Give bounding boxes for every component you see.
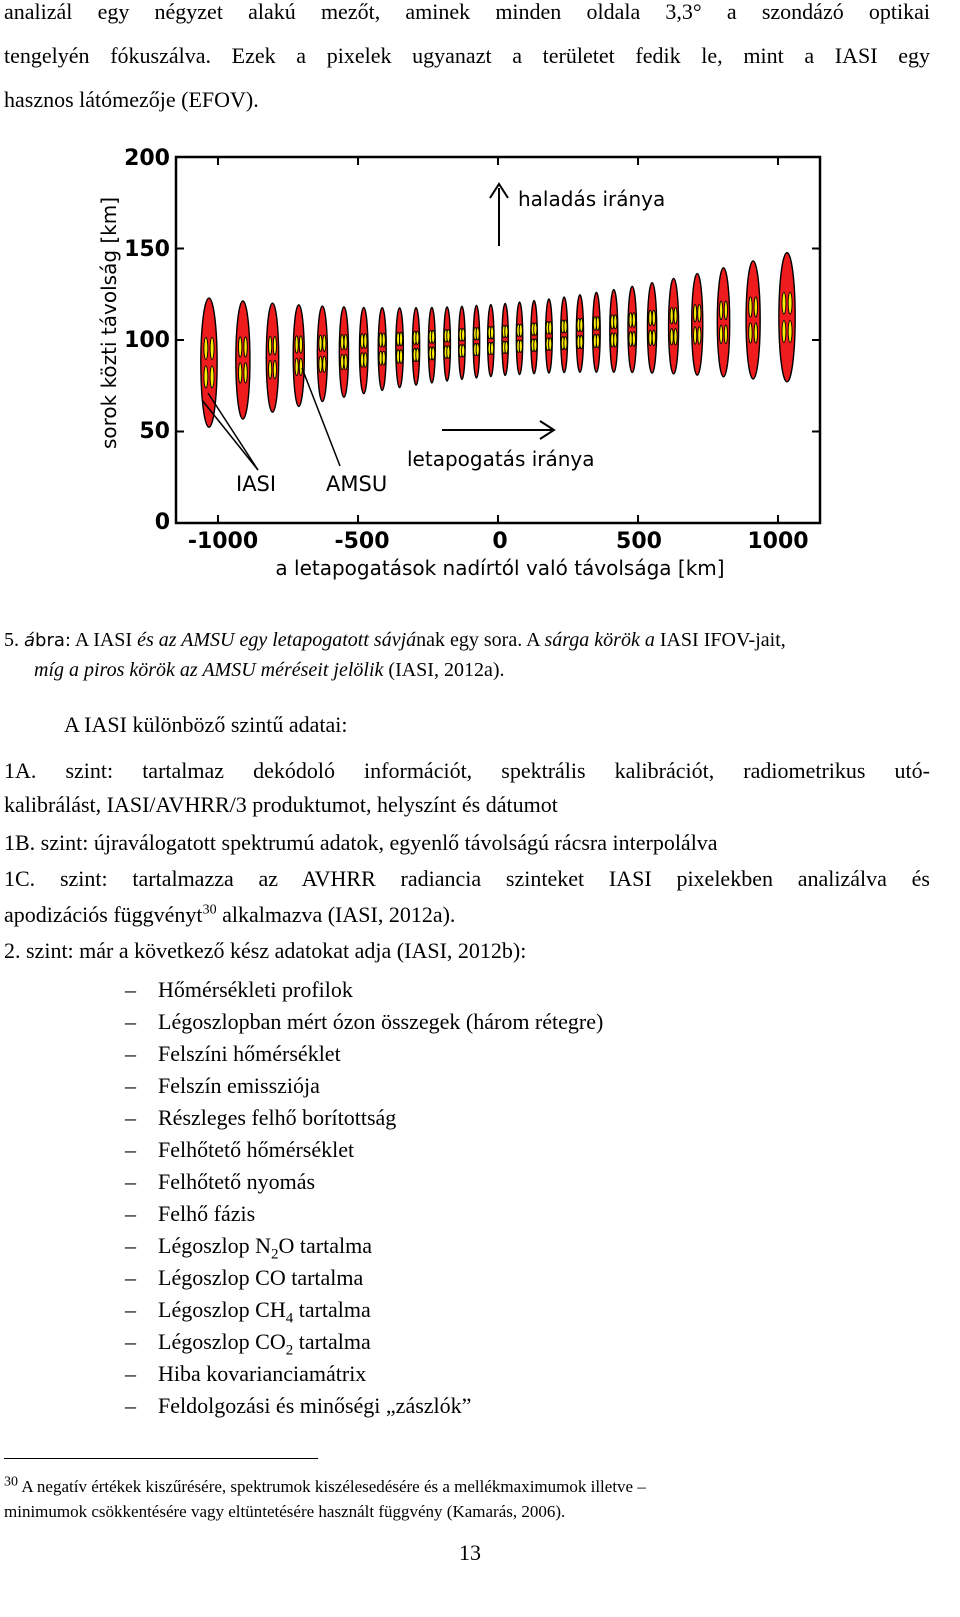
figure-caption-line-1: 5. ábra: A IASI és az AMSU egy letapogatott sávjának egy sora. A sárga körök a IASI IFOV-jait, (4, 629, 786, 651)
iasi-ifov (204, 337, 208, 359)
iasi-ifov (749, 323, 752, 343)
amsu-footprint (717, 268, 729, 377)
amsu-footprint-ellipse (546, 299, 553, 373)
iasi-ifov (476, 328, 479, 340)
amsu-footprint (444, 307, 451, 381)
amsu-footprint (266, 303, 278, 412)
list-dash: – (125, 1233, 136, 1258)
iasi-ifov (754, 297, 757, 317)
list-dash: – (125, 1041, 136, 1066)
iasi-ifov (629, 313, 632, 328)
amsu-footprint (546, 299, 553, 373)
list-item (125, 974, 603, 1006)
footnote: $^{30}$ A negatív értékek kiszűrésére, spektrumok kiszélesedésére és a mellékmaximumok illetve – minimumok csökkentésére vagy eltüntetésére használt függvény (Kamarás, 2006). (4, 1474, 646, 1521)
list-item-text: Hőmérsékleti profilok (158, 977, 353, 1002)
footnote-separator (4, 1458, 318, 1459)
iasi-ifov (670, 308, 673, 324)
amsu-footprint-ellipse (593, 292, 601, 372)
iasi-ifov (649, 310, 652, 325)
amsu-footprint-ellipse (647, 283, 656, 373)
iasi-ifov (210, 337, 214, 359)
iasi-ifov (580, 336, 583, 349)
list-dash: – (125, 1169, 136, 1194)
iasi-ifov (788, 321, 792, 343)
iasi-ifov (519, 324, 522, 336)
list-item-text: Feldolgozási és minőségi „zászlók” (158, 1393, 472, 1418)
list-item-text: Légoszlop $CH_4$ tartalma (158, 1297, 371, 1327)
iasi-ifov (319, 335, 322, 351)
list-dash: – (125, 1073, 136, 1098)
iasi-ifov (652, 310, 655, 325)
iasi-ifov (361, 353, 364, 368)
amsu-footprint-ellipse (396, 308, 404, 388)
y-axis-label: sorok közti távolság [km] (97, 196, 121, 450)
list-item (125, 1262, 603, 1294)
amsu-footprint (593, 292, 601, 372)
amsu-footprint (378, 308, 386, 391)
iasi-ifov (580, 318, 583, 331)
amsu-footprint-ellipse (628, 286, 637, 372)
amsu-footprint-ellipse (717, 268, 729, 377)
ytick-label: 0 (154, 510, 170, 535)
list-item (125, 1230, 603, 1262)
amsu-footprint (339, 307, 348, 397)
figure-caption-line-2: míg a piros körök az AMSU méréseit jelölik (IASI, 2012a). (34, 659, 505, 681)
scan-direction-label: letapogatás iránya (407, 447, 595, 471)
amsu-footprint-ellipse (669, 278, 679, 373)
amsu-footprint (396, 308, 404, 388)
iasi-ifov (244, 337, 247, 357)
amsu-footprint (473, 305, 479, 377)
amsu-footprint-ellipse (444, 307, 451, 381)
xtick-label: 1000 (747, 529, 809, 554)
list-dash: – (125, 1265, 136, 1290)
amsu-footprint (647, 283, 656, 373)
amsu-footprint-ellipse (746, 261, 760, 379)
iasi-ifov (299, 358, 302, 375)
iasi-ifov (549, 322, 552, 335)
amsu-footprint-ellipse (412, 308, 419, 385)
intro-line-3: hasznos látómezője (EFOV). (4, 87, 259, 112)
list-item (125, 1070, 603, 1102)
list-item (125, 1038, 603, 1070)
amsu-footprint-ellipse (779, 253, 795, 382)
amsu-footprint-ellipse (488, 305, 494, 377)
iasi-ifov (416, 348, 419, 361)
iasi-ifov (596, 317, 599, 331)
intro-line-2: tengelyén fókuszálva. Ezek a pixelek ugyanazt a területet fedik le, mint a IASI egy (4, 43, 930, 68)
level-1c-line-1: 1C. szint: tartalmazza az AVHRR radiancia szinteket IASI pixelekben analizálva és (4, 866, 930, 891)
iasi-ifov (204, 366, 208, 388)
amsu-footprint (561, 297, 568, 373)
iasi-ifov (614, 333, 617, 347)
level-1c-line-2: apodizációs függvényt$^{30}$ alkalmazva (IASI, 2012a). (4, 902, 456, 927)
iasi-ifov (649, 330, 652, 345)
flight-direction-label: haladás iránya (518, 187, 666, 211)
iasi-ifov (416, 331, 419, 344)
level-1a-line-1: 1A. szint: tartalmaz dekódoló információt, spektrális kalibrációt, radiometrikus utó- (4, 758, 930, 783)
amsu-footprint (576, 295, 583, 372)
iasi-ifov (323, 335, 326, 351)
iasi-ifov (652, 330, 655, 345)
iasi-ifov (432, 330, 435, 343)
iasi-ifov (564, 320, 567, 333)
iasi-ifov (505, 325, 508, 337)
amsu-footprint-ellipse (459, 306, 466, 379)
x-axis-label: a letapogatások nadírtól való távolsága [km] (275, 556, 725, 580)
amsu-footprint-ellipse (516, 302, 522, 374)
iasi-ifov (239, 337, 242, 357)
iasi-ifov (534, 339, 537, 351)
iasi-ifov (364, 334, 367, 349)
iasi-ifov (299, 336, 302, 353)
amsu-footprint-ellipse (378, 308, 386, 391)
iasi-ifov (720, 325, 723, 344)
list-dash: – (125, 1361, 136, 1386)
iasi-ifov (596, 334, 599, 348)
list-item (125, 1358, 603, 1390)
intro-line-1: analizál egy négyzet alakú mezőt, aminek minden oldala 3,3° a szondázó optikai (4, 0, 930, 24)
amsu-footprint-ellipse (531, 301, 538, 374)
list-dash: – (125, 1297, 136, 1322)
iasi-ifov (724, 325, 727, 344)
xtick-label: -500 (334, 529, 390, 554)
iasi-ifov (674, 308, 677, 324)
iasi-ifov (269, 336, 272, 355)
list-dash: – (125, 1393, 136, 1418)
amsu-footprint (779, 253, 795, 382)
amsu-footprint (628, 286, 637, 372)
iasi-ifov (749, 297, 752, 317)
iasi-ifov (724, 301, 727, 320)
amsu-footprint (531, 301, 538, 374)
iasi-ifov (632, 332, 635, 347)
iasi-ifov (462, 329, 465, 341)
amsu-footprint (317, 306, 327, 401)
list-item (125, 1134, 603, 1166)
amsu-footprint-ellipse (236, 301, 250, 419)
iasi-label: IASI (236, 472, 277, 496)
footprints (201, 253, 795, 427)
iasi-ifov (273, 336, 276, 355)
xtick-label: -1000 (187, 529, 259, 554)
ytick-label: 50 (139, 419, 170, 444)
amsu-footprint (610, 290, 618, 373)
amsu-footprint-ellipse (359, 307, 368, 393)
iasi-ifov (295, 336, 298, 353)
footnote-ref: 30 (202, 902, 217, 918)
flight-direction-arrow (490, 184, 665, 246)
amsu-footprint (746, 261, 760, 379)
iasi-ifov (382, 351, 385, 365)
amsu-footprint-ellipse (692, 274, 703, 376)
list-dash: – (125, 1329, 136, 1354)
iasi-ifov (694, 305, 697, 322)
list-dash: – (125, 1137, 136, 1162)
list-item (125, 1390, 603, 1422)
list-item-text: Felhőtető nyomás (158, 1169, 316, 1194)
list-item-text: Felszíni hőmérséklet (158, 1041, 341, 1066)
iasi-ifov (244, 363, 247, 383)
amsu-footprint (359, 307, 368, 393)
ytick-label: 100 (124, 328, 170, 353)
iasi-ifov (432, 347, 435, 360)
list-item-text: Hiba kovarianciamátrix (158, 1361, 367, 1386)
amsu-label: AMSU (326, 472, 388, 496)
iasi-ifov (698, 327, 701, 344)
amsu-footprint-ellipse (473, 305, 479, 377)
iasi-ifov (239, 363, 242, 383)
list-item (125, 1006, 603, 1038)
level-1b: 1B. szint: újraválogatott spektrumú adatok, egyenlő távolságú rácsra interpolálva (4, 830, 718, 855)
iasi-ifov (720, 301, 723, 320)
amsu-footprint-ellipse (576, 295, 583, 372)
iasi-ifov (447, 346, 450, 359)
iasi-ifov (344, 334, 347, 349)
iasi-ifov (505, 341, 508, 353)
iasi-ifov (519, 340, 522, 352)
list-dash: – (125, 1105, 136, 1130)
iasi-ifov (534, 323, 537, 335)
list-item-text: Légoszlop CO tartalma (158, 1265, 364, 1290)
iasi-ifov (782, 292, 786, 314)
iasi-ifov (670, 329, 673, 345)
iasi-ifov (361, 334, 364, 349)
iasi-ifov (490, 342, 493, 354)
iasi-ifov (273, 360, 276, 379)
iasi-ifov (782, 321, 786, 343)
xtick-labels (188, 529, 809, 554)
iasi-ifov (629, 332, 632, 347)
list-dash: – (125, 977, 136, 1002)
list-item (125, 1102, 603, 1134)
iasi-ifov (399, 350, 402, 364)
iasi-ifov (564, 337, 567, 350)
iasi-ifov (210, 366, 214, 388)
list-item-text: Légoszlop $CO_2$ tartalma (158, 1329, 371, 1359)
amsu-footprint (236, 301, 250, 419)
amsu-footprint-ellipse (293, 305, 304, 407)
iasi-ifov (341, 354, 344, 369)
iasi-ifov (399, 332, 402, 346)
iasi-ifov (447, 330, 450, 343)
level-2-product-list (125, 974, 603, 1422)
iasi-ifov (698, 305, 701, 322)
iasi-amsu-scan-diagram (90, 138, 809, 608)
amsu-footprint (692, 274, 703, 376)
amsu-footprint (516, 302, 522, 374)
amsu-footprint-ellipse (339, 307, 348, 397)
iasi-ifov (632, 313, 635, 328)
iasi-ifov (382, 333, 385, 347)
amsu-footprint (459, 306, 466, 379)
scan-direction-arrow (407, 421, 595, 471)
ytick-labels (124, 146, 170, 535)
iasi-ifov (549, 338, 552, 351)
list-dash: – (125, 1201, 136, 1226)
list-item (125, 1198, 603, 1230)
iasi-ifov (341, 334, 344, 349)
iasi-ifov (674, 329, 677, 345)
page-number: 13 (459, 1540, 481, 1565)
ytick-label: 150 (124, 237, 170, 262)
iasi-ifov (788, 292, 792, 314)
list-item (125, 1326, 603, 1358)
list-item-text: Légoszlop $N_2O$ tartalma (158, 1233, 372, 1263)
iasi-ifov (269, 360, 272, 379)
xtick-label: 0 (492, 529, 508, 554)
iasi-ifov (490, 327, 493, 339)
amsu-footprint (412, 308, 419, 385)
amsu-footprint (502, 303, 508, 375)
list-item-text: Felhő fázis (158, 1201, 256, 1226)
ytick-label: 200 (124, 146, 170, 171)
amsu-footprint-ellipse (317, 306, 327, 401)
xtick-label: 500 (616, 529, 662, 554)
iasi-ifov (323, 356, 326, 372)
list-item (125, 1166, 603, 1198)
iasi-ifov (295, 358, 298, 375)
amsu-footprint-ellipse (266, 303, 278, 412)
list-dash: – (125, 1009, 136, 1034)
amsu-footprint-ellipse (502, 303, 508, 375)
iasi-ifov (319, 356, 322, 372)
amsu-footprint (428, 307, 435, 383)
iasi-ifov (614, 315, 617, 329)
amsu-footprint (669, 278, 679, 373)
amsu-footprint-ellipse (610, 290, 618, 373)
amsu-footprint-ellipse (561, 297, 568, 373)
amsu-footprint (488, 305, 494, 377)
level-1a-line-2: kalibrálást, IASI/AVHRR/3 produktumot, helyszínt és dátumot (4, 792, 558, 817)
amsu-footprint (293, 305, 304, 407)
section-heading: A IASI különböző szintű adatai: (64, 712, 348, 737)
iasi-ifov (344, 354, 347, 369)
iasi-ifov (364, 353, 367, 368)
list-item-text: Felhőtető hőmérséklet (158, 1137, 355, 1162)
list-item-text: Részleges felhő borítottság (158, 1105, 397, 1130)
iasi-ifov (476, 343, 479, 355)
level-2: 2. szint: már a következő kész adatokat adja (IASI, 2012b): (4, 938, 527, 963)
list-item-text: Felszín emissziója (158, 1073, 320, 1098)
amsu-footprint-ellipse (428, 307, 435, 383)
iasi-ifov (754, 323, 757, 343)
list-item-text: Légoszlopban mért ózon összegek (három rétegre) (158, 1009, 604, 1034)
iasi-ifov (462, 345, 465, 357)
iasi-ifov (694, 327, 697, 344)
list-item (125, 1294, 603, 1326)
